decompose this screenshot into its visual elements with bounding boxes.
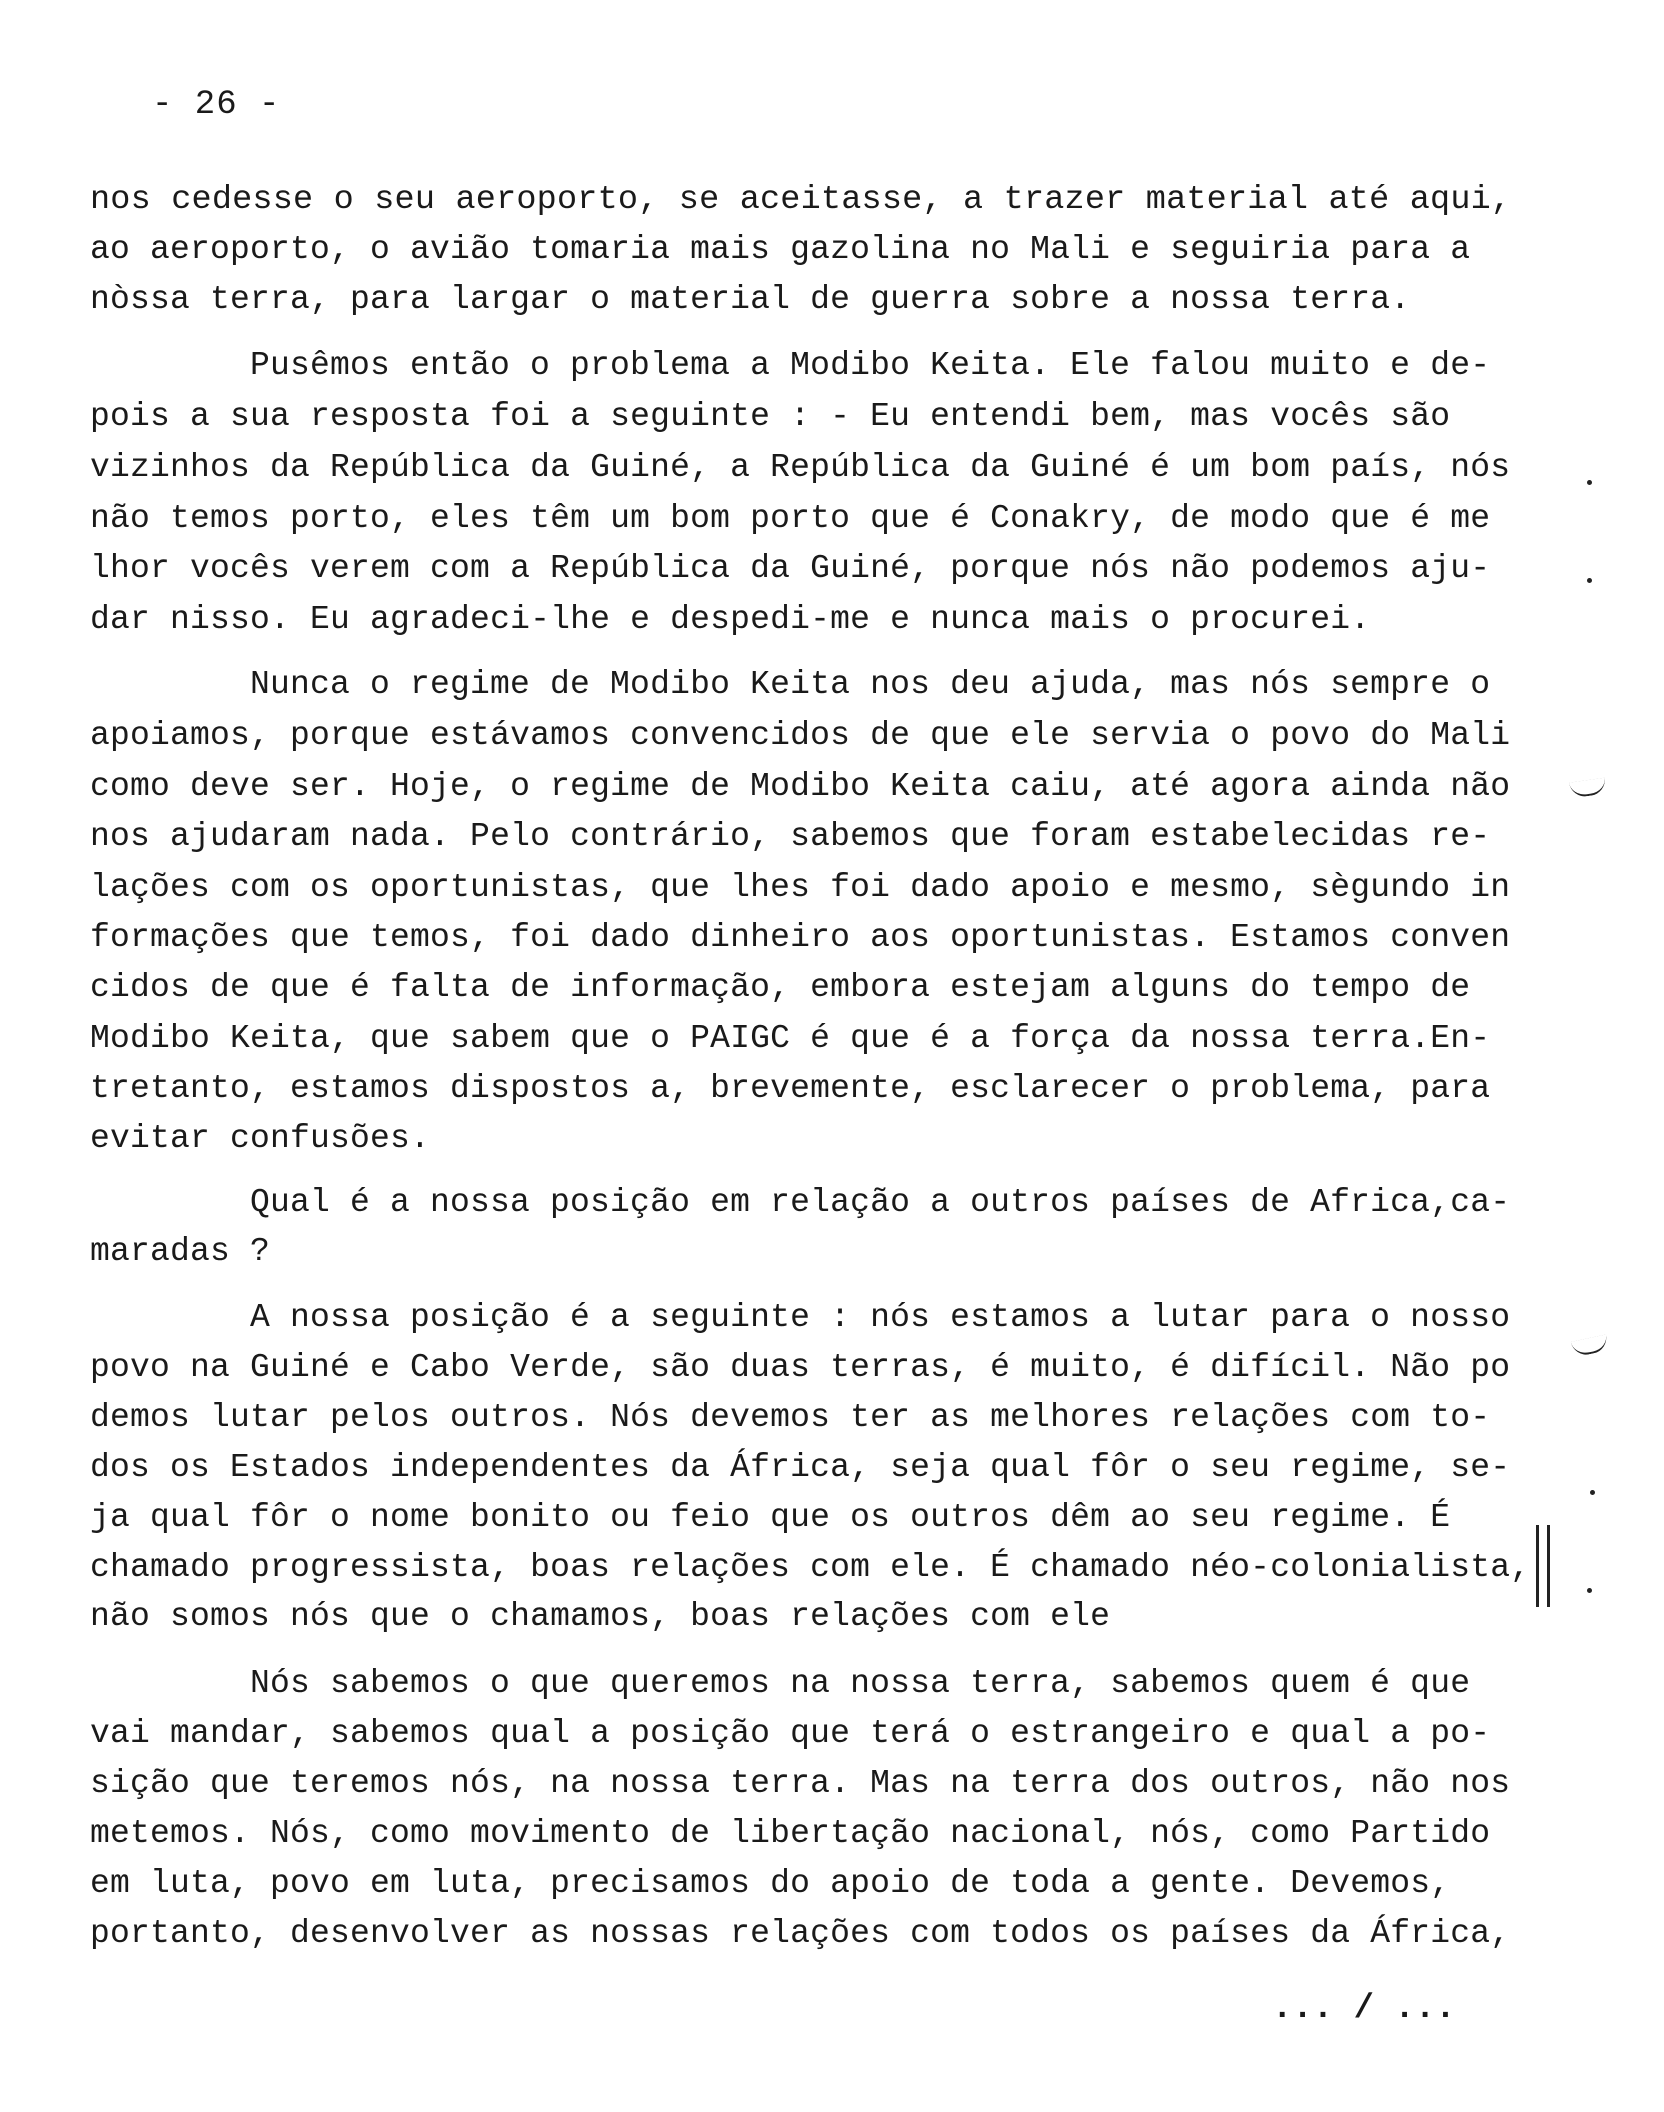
text-line: não temos porto, eles têm um bom porto que é Conakry, de modo que é me (90, 500, 1491, 537)
text-line: chamado progressista, boas relações com ele. É chamado néo-colonialista, (90, 1549, 1531, 1586)
text-line: tretanto, estamos dispostos a, brevemente, esclarecer o problema, para (90, 1070, 1491, 1107)
text-line: maradas ? (90, 1233, 271, 1270)
margin-dot (1590, 1490, 1595, 1495)
text-line: portanto, desenvolver as nossas relações com todos os países da África, (90, 1915, 1511, 1952)
text-line: nòssa terra, para largar o material de guerra sobre a nossa terra. (90, 281, 1411, 318)
text-line: evitar confusões. (90, 1120, 431, 1157)
text-line: como deve ser. Hoje, o regime de Modibo Keita caiu, até agora ainda não (90, 768, 1511, 805)
text-line: nos cedesse o seu aeroporto, se aceitasse, a trazer material até aqui, (90, 181, 1512, 219)
text-line: cidos de que é falta de informação, embora estejam alguns do tempo de (90, 969, 1471, 1006)
page-number: - 26 - (152, 86, 281, 124)
continuation-marker: ... / ... (1272, 1990, 1456, 2028)
text-line: Modibo Keita, que sabem que o PAIGC é que é a força da nossa terra.En- (90, 1020, 1491, 1057)
text-line: Pusêmos então o problema a Modibo Keita. Ele falou muito e de- (250, 347, 1491, 384)
text-line: em luta, povo em luta, precisamos do apoio de toda a gente. Devemos, (90, 1865, 1451, 1902)
text-line: vai mandar, sabemos qual a posição que terá o estrangeiro e qual a po- (90, 1715, 1491, 1752)
text-line: sição que teremos nós, na nossa terra. Mas na terra dos outros, não nos (90, 1765, 1511, 1802)
text-line: dar nisso. Eu agradeci-lhe e despedi-me e nunca mais o procurei. (90, 601, 1371, 638)
margin-dot (1587, 1588, 1592, 1593)
text-line: vizinhos da República da Guiné, a República da Guiné é um bom país, nós (90, 449, 1511, 486)
text-line: povo na Guiné e Cabo Verde, são duas terras, é muito, é difícil. Não po (90, 1349, 1511, 1386)
text-line: Nós sabemos o que queremos na nossa terra, sabemos quem é que (250, 1665, 1471, 1702)
margin-check-mark (1569, 778, 1607, 799)
margin-check-mark (1571, 1334, 1610, 1357)
text-line: lações com os oportunistas, que lhes foi dado apoio e mesmo, sègundo in (90, 869, 1511, 906)
text-line: Nunca o regime de Modibo Keita nos deu ajuda, mas nós sempre o (250, 666, 1491, 703)
text-line: lhor vocês verem com a República da Guiné, porque nós não podemos aju- (90, 550, 1491, 587)
margin-bracket (1536, 1525, 1550, 1607)
text-line: nos ajudaram nada. Pelo contrário, sabemos que foram estabelecidas re- (90, 818, 1491, 855)
text-line: dos os Estados independentes da África, seja qual fôr o seu regime, se- (90, 1449, 1511, 1486)
text-line: demos lutar pelos outros. Nós devemos ter as melhores relações com to- (90, 1399, 1491, 1436)
text-line: não somos nós que o chamamos, boas relações com ele (90, 1598, 1111, 1635)
margin-dot (1587, 480, 1592, 485)
text-line: Qual é a nossa posição em relação a outros países de Africa,ca- (250, 1184, 1511, 1221)
text-line: pois a sua resposta foi a seguinte : - Eu entendi bem, mas vocês são (90, 398, 1451, 435)
text-line: A nossa posição é a seguinte : nós estamos a lutar para o nosso (250, 1299, 1511, 1336)
text-line: ja qual fôr o nome bonito ou feio que os outros dêm ao seu regime. É (90, 1499, 1451, 1536)
margin-dot (1587, 578, 1592, 583)
text-line: apoiamos, porque estávamos convencidos de que ele servia o povo do Mali (90, 717, 1511, 754)
text-line: ao aeroporto, o avião tomaria mais gazolina no Mali e seguiria para a (90, 231, 1471, 268)
text-line: metemos. Nós, como movimento de libertação nacional, nós, como Partido (90, 1815, 1491, 1852)
text-line: formações que temos, foi dado dinheiro aos oportunistas. Estamos conven (90, 919, 1511, 956)
